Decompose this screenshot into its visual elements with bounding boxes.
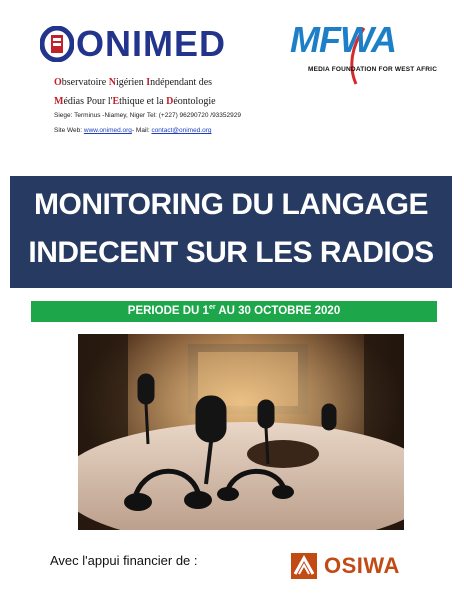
title-banner: [10, 176, 452, 288]
onimed-logo: [40, 22, 226, 66]
org-address: Siege: Terminus -Niamey, Niger Tel: (+227) 96290720 /93352929: [54, 112, 241, 119]
radio-studio-photo: [78, 334, 404, 530]
mfwa-logo: [280, 20, 460, 84]
title-line-2: INDECENT SUR LES RADIOS: [28, 236, 434, 269]
org-contact: Site Web: www.onimed.org- Mail: contact@onimed.org: [54, 127, 212, 134]
org-name-line1: Observatoire Nigérien Indépendant des: [54, 77, 213, 88]
osiwa-logo: [290, 551, 430, 581]
onimed-emblem-icon: [40, 26, 74, 62]
osiwa-logo-text: OSIWA: [324, 553, 400, 578]
onimed-logo-text: ONIMED: [76, 23, 226, 64]
financial-support-text: Avec l'appui financier de :: [50, 553, 198, 568]
title-line-1: MONITORING DU LANGAGE: [34, 188, 428, 221]
mfwa-tagline: MEDIA FOUNDATION FOR WEST AFRIC: [308, 66, 438, 73]
website-link[interactable]: www.onimed.org: [83, 127, 132, 134]
email-link[interactable]: contact@onimed.org: [151, 127, 212, 134]
period-banner: PERIODE DU 1er AU 30 OCTOBRE 2020: [31, 301, 437, 322]
org-name-line2: Médias Pour l'Ethique et la Déontologie: [54, 96, 216, 107]
osiwa-emblem-icon: [290, 552, 318, 580]
mfwa-logo-text: MFWA: [290, 19, 396, 60]
